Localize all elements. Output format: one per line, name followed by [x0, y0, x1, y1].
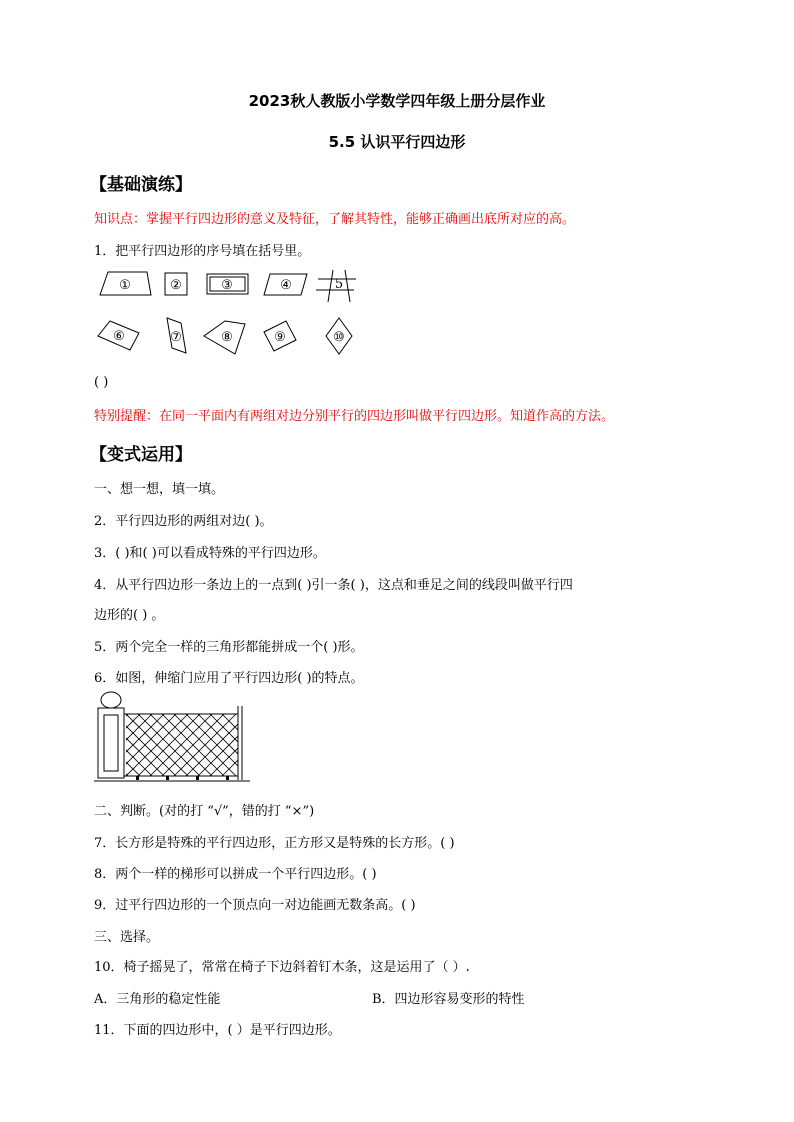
question-4-line2: 边形的( ) 。 [94, 608, 165, 623]
question-11: 11．下面的四边形中，( ）是平行四边形。 [94, 1023, 341, 1038]
shape-label-6: ⑥ [113, 329, 125, 344]
document-title: 2023秋人教版小学数学四年级上册分层作业 [248, 92, 546, 110]
shape-label-2: ② [170, 278, 182, 293]
question-10-option-a: A．三角形的稳定性能 [94, 992, 221, 1007]
question-7: 7．长方形是特殊的平行四边形，正方形又是特殊的长方形。( ) [94, 836, 455, 851]
question-6: 6．如图，伸缩门应用了平行四边形( )的特点。 [94, 671, 364, 686]
question-3: 3．( )和( )可以看成特殊的平行四边形。 [94, 546, 326, 561]
shape-label-3: ③ [221, 278, 233, 293]
question-5: 5．两个完全一样的三角形都能拼成一个( )形。 [94, 640, 364, 655]
shape-label-10: ⑩ [333, 330, 345, 345]
section-variant-heading: 【变式运用】 [90, 445, 192, 465]
question-10-option-b: B．四边形容易变形的特性 [372, 992, 525, 1007]
question-1: 1．把平行四边形的序号填在括号里。 [94, 244, 311, 259]
special-note: 特别提醒：在同一平面内有两组对边分别平行的四边形叫做平行四边形。知道作高的方法。 [94, 409, 615, 424]
shape-label-8: ⑧ [221, 330, 233, 345]
document-subtitle: 5.5 认识平行四边形 [328, 133, 466, 151]
part3-heading: 三、选择。 [94, 930, 160, 945]
question-9: 9．过平行四边形的一个顶点向一对边能画无数条高。( ) [94, 898, 416, 913]
shape-label-1: ① [119, 278, 131, 293]
shape-label-7: ⑦ [170, 330, 182, 345]
shape-label-4: ④ [280, 278, 292, 293]
shape-label-5: 5 [334, 277, 344, 292]
question-8: 8．两个一样的梯形可以拼成一个平行四边形。( ) [94, 867, 377, 882]
shape-label-9: ⑨ [274, 330, 286, 345]
question-1-answer: ( ) [94, 375, 109, 390]
question-4-line1: 4．从平行四边形一条边上的一点到( )引一条( )，这点和垂足之间的线段叫做平行四 [94, 578, 573, 593]
retractable-gate-figure [94, 690, 250, 784]
parallelogram-shapes-figure [90, 266, 370, 366]
part1-heading: 一、想一想，填一填。 [94, 482, 225, 497]
part2-heading: 二、判断。(对的打 “√”，错的打 “×”) [94, 804, 315, 819]
question-10: 10．椅子摇晃了，常常在椅子下边斜着钉木条，这是运用了（ ）. [94, 960, 470, 975]
knowledge-point: 知识点：掌握平行四边形的意义及特征，了解其特性，能够正确画出底所对应的高。 [94, 212, 576, 227]
question-2: 2．平行四边形的两组对边( )。 [94, 514, 273, 529]
section-basic-heading: 【基础演练】 [90, 175, 192, 195]
